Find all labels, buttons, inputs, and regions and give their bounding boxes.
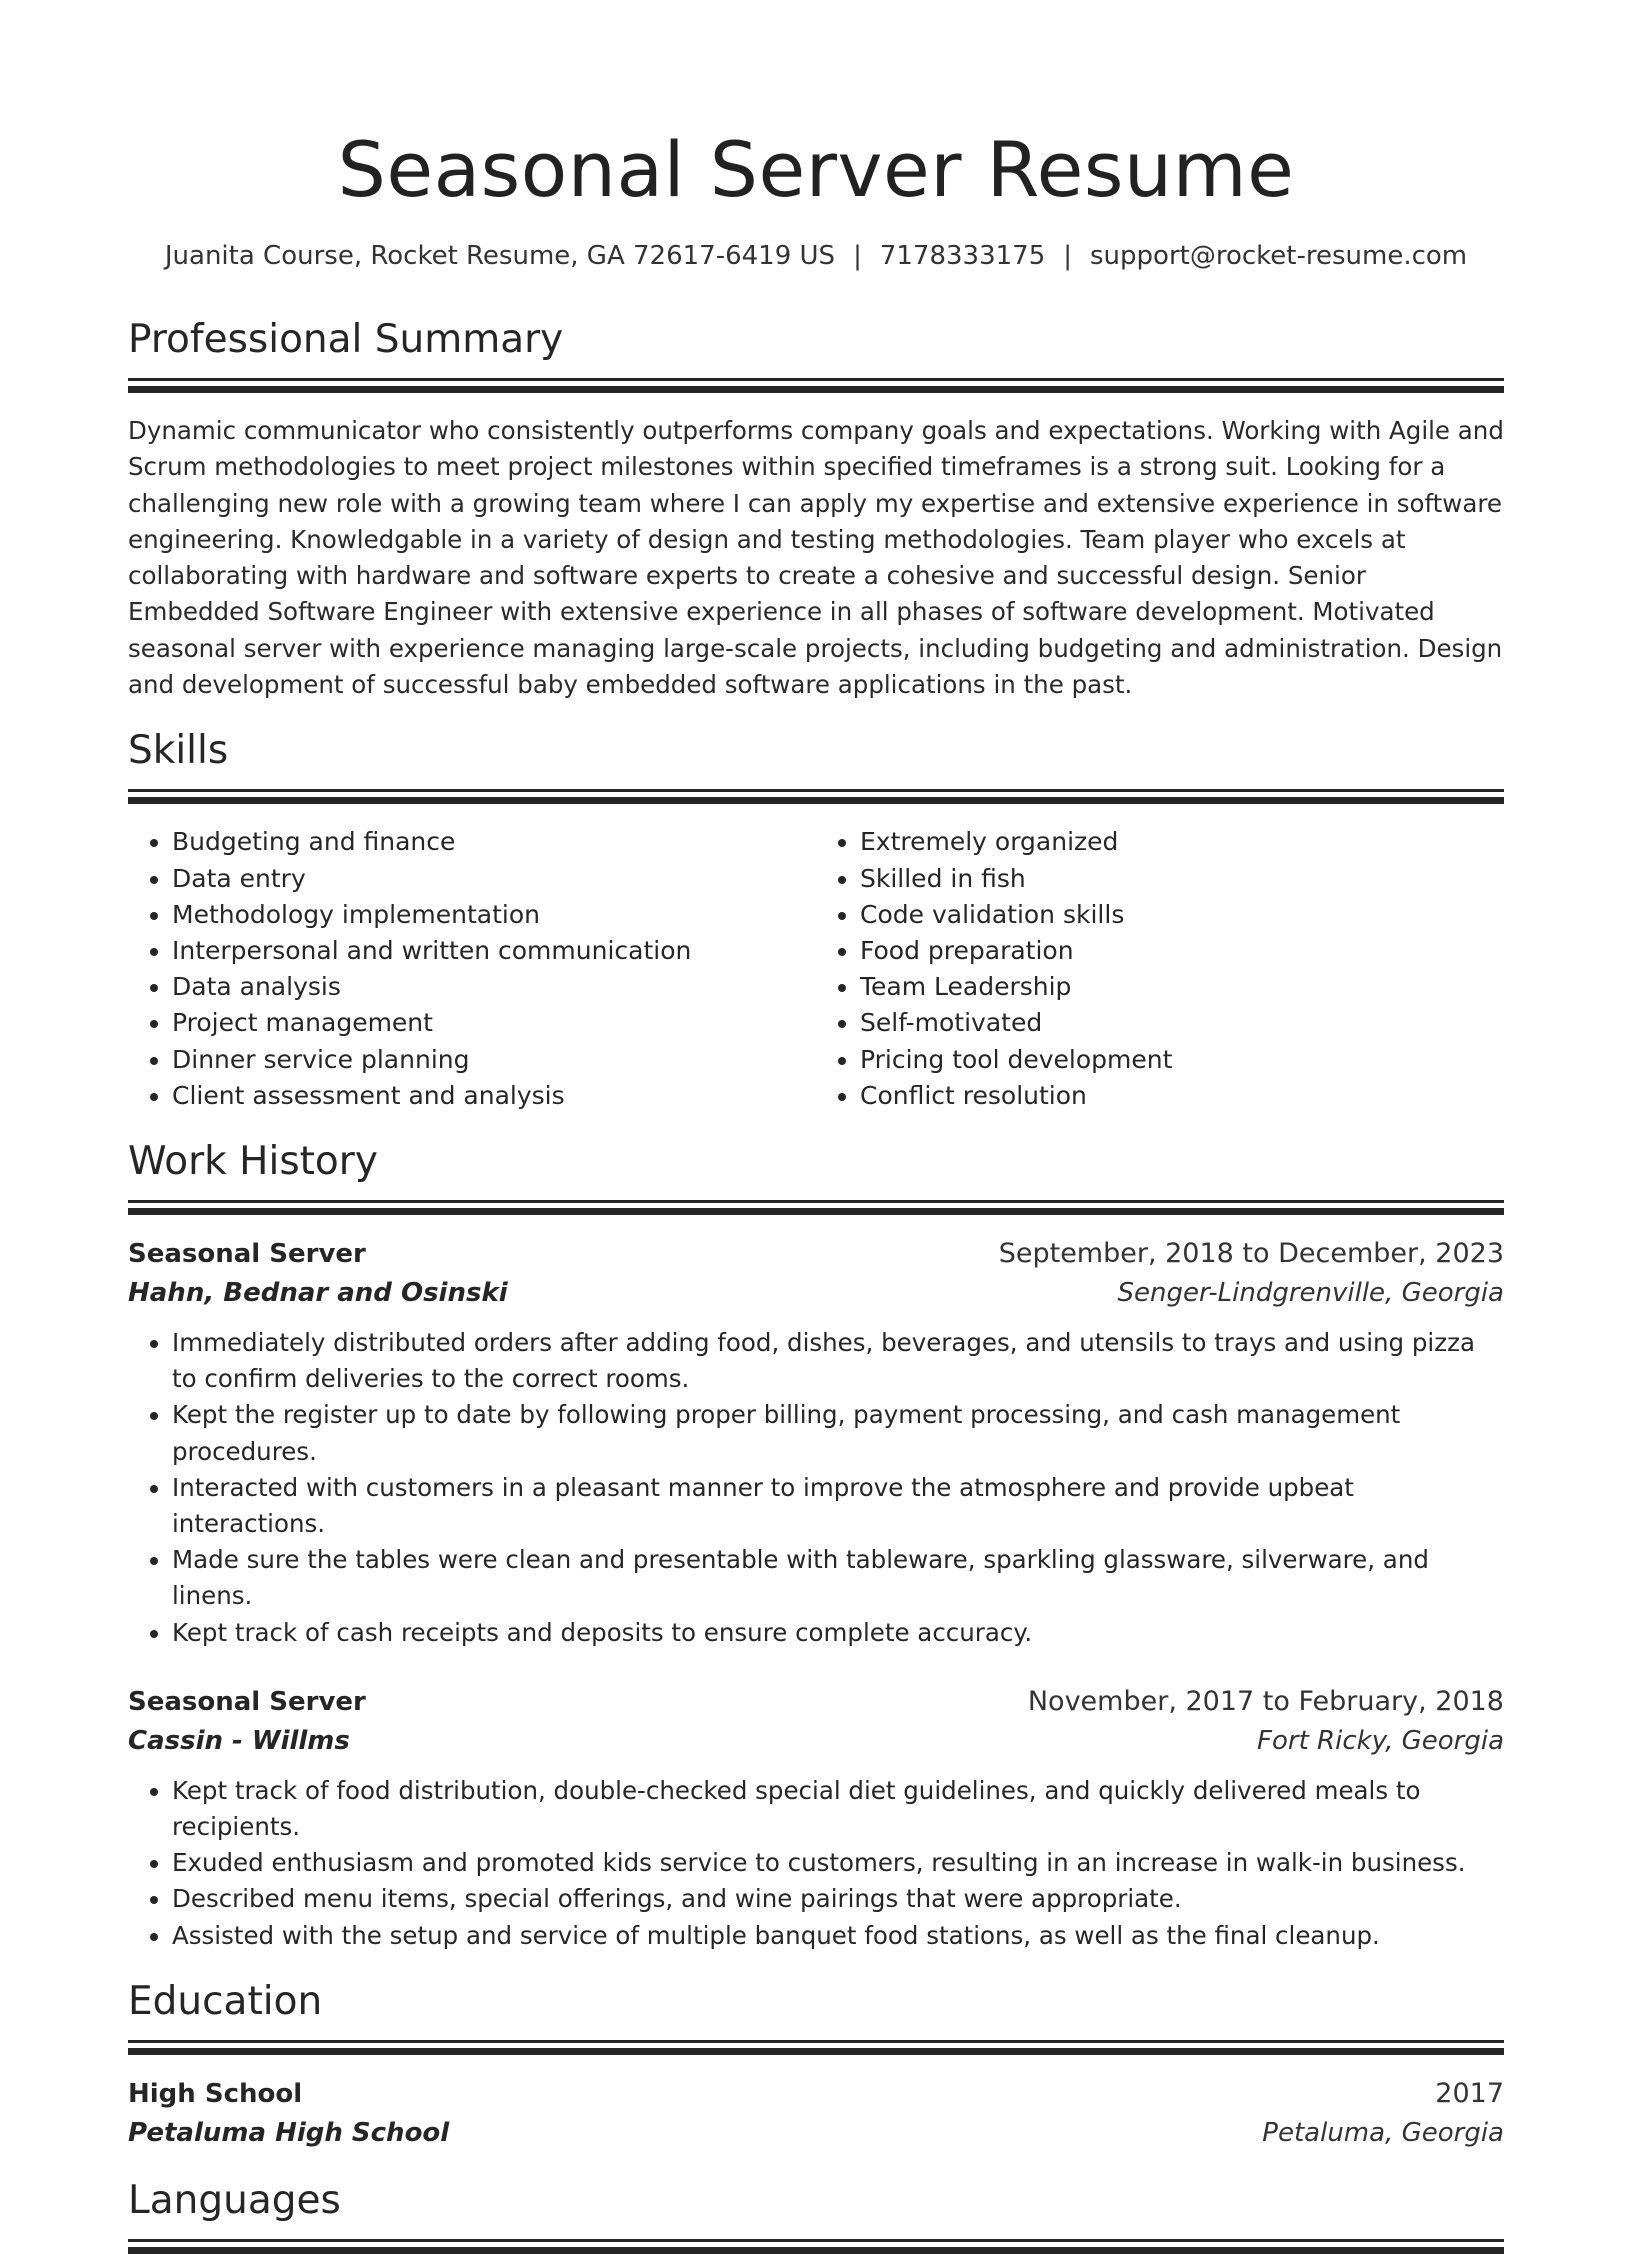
- skill-item: • Extremely organized: [860, 824, 1504, 860]
- job-title: Seasonal Server: [128, 1686, 366, 1717]
- skill-item: • Skilled in fish: [860, 861, 1504, 897]
- contact-email: support@rocket-resume.com: [1090, 241, 1468, 271]
- section-divider: [128, 2239, 1504, 2254]
- skill-item: • Food preparation: [860, 933, 1504, 969]
- education-degree: High School: [128, 2078, 303, 2109]
- job-bullet: • Made sure the tables were clean and presentable with tableware, sparkling glassware, silverware, and linens.: [172, 1542, 1504, 1614]
- job-location: Senger-Lindgrenville, Georgia: [1117, 1278, 1504, 1308]
- section-title-education: Education: [128, 1978, 323, 2024]
- skill-item: • Data analysis: [172, 969, 816, 1005]
- skill-item: • Self-motivated: [860, 1005, 1504, 1041]
- contact-line: [128, 240, 1504, 272]
- section-divider: [128, 2040, 1504, 2055]
- education-location: Petaluma, Georgia: [1262, 2117, 1504, 2148]
- job-bullet: • Immediately distributed orders after adding food, dishes, beverages, and utensils to trays and using pizza to confirm deliveries to the correct rooms.: [172, 1325, 1504, 1397]
- skill-item: • Project management: [172, 1005, 816, 1041]
- job-bullet: • Kept track of food distribution, double-checked special diet guidelines, and quickly delivered meals to recipients.: [172, 1773, 1504, 1845]
- job-bullet: • Assisted with the setup and service of multiple banquet food stations, as well as the final cleanup.: [172, 1918, 1504, 1954]
- resume-title: Seasonal Server Resume: [337, 125, 1295, 214]
- job-company: Hahn, Bednar and Osinski: [128, 1278, 508, 1308]
- skill-item: • Client assessment and analysis: [172, 1078, 816, 1114]
- section-title-work-history: Work History: [128, 1139, 378, 1184]
- skill-item: • Interpersonal and written communication: [172, 933, 816, 969]
- job-bullet: • Exuded enthusiasm and promoted kids service to customers, resulting in an increase in walk-in business.: [172, 1845, 1504, 1881]
- skills-column-right: [816, 824, 1504, 1114]
- skill-item: • Code validation skills: [860, 897, 1504, 933]
- skill-item: • Team Leadership: [860, 969, 1504, 1005]
- section-title-summary: Professional Summary: [128, 317, 564, 362]
- job-bullet: • Kept track of cash receipts and deposits to ensure complete accuracy.: [172, 1615, 1504, 1651]
- job-bullets: [128, 1325, 1504, 1651]
- education-entry: [128, 2075, 1504, 2153]
- skill-item: • Methodology implementation: [172, 897, 816, 933]
- job-bullet: • Kept the register up to date by following proper billing, payment processing, and cash management procedures.: [172, 1397, 1504, 1469]
- section-divider: [128, 789, 1504, 804]
- job-bullet: • Described menu items, special offerings, and wine pairings that were appropriate.: [172, 1881, 1504, 1917]
- job-title: Seasonal Server: [128, 1239, 366, 1269]
- skill-item: • Data entry: [172, 861, 816, 897]
- education-school: Petaluma High School: [128, 2117, 450, 2148]
- skill-item: • Conflict resolution: [860, 1078, 1504, 1114]
- section-title-languages: Languages: [128, 2177, 341, 2223]
- job-bullets: [128, 1773, 1504, 1954]
- job-company: Cassin - Willms: [128, 1725, 350, 1756]
- contact-separator: |: [1063, 241, 1073, 271]
- job-entry: [128, 1683, 1504, 1954]
- job-entry: [128, 1235, 1504, 1651]
- education-year: 2017: [1435, 2077, 1504, 2109]
- skill-item: • Budgeting and finance: [172, 824, 816, 860]
- skills-list: [128, 824, 1504, 1114]
- job-location: Fort Ricky, Georgia: [1257, 1725, 1504, 1756]
- section-divider: [128, 378, 1504, 393]
- skills-column-left: [128, 824, 816, 1114]
- skill-item: • Pricing tool development: [860, 1042, 1504, 1078]
- contact-separator: |: [853, 241, 862, 271]
- contact-address: Juanita Course, Rocket Resume, GA 72617-6419 US: [164, 241, 836, 271]
- section-divider: [128, 1200, 1504, 1215]
- skill-item: • Dinner service planning: [172, 1042, 816, 1078]
- section-title-skills: Skills: [128, 728, 229, 774]
- job-bullet: • Interacted with customers in a pleasant manner to improve the atmosphere and provide upbeat interactions.: [172, 1470, 1504, 1542]
- contact-phone: 7178333175: [879, 241, 1046, 271]
- job-dates: November, 2017 to February, 2018: [1027, 1685, 1504, 1717]
- job-dates: September, 2018 to December, 2023: [998, 1238, 1504, 1269]
- summary-text: Dynamic communicator who consistently outperforms company goals and expectations. Working with Agile and Scrum methodologies to meet project milestones within specified timeframes is a strong suit. Looking for a challenging new role with a growing team where I can apply my expertise and extensive experience in software engineering. Knowledgable in a variety of design and testing methodologies. Team player who excels at collaborating with hardware and software experts to create a cohesive and successful design. Senior Embedded Software Engineer with extensive experience in all phases of software development. Motivated seasonal server with experience managing large-scale projects, including budgeting and administration. Design and development of successful baby embedded software applications in the past.: [128, 416, 1504, 700]
